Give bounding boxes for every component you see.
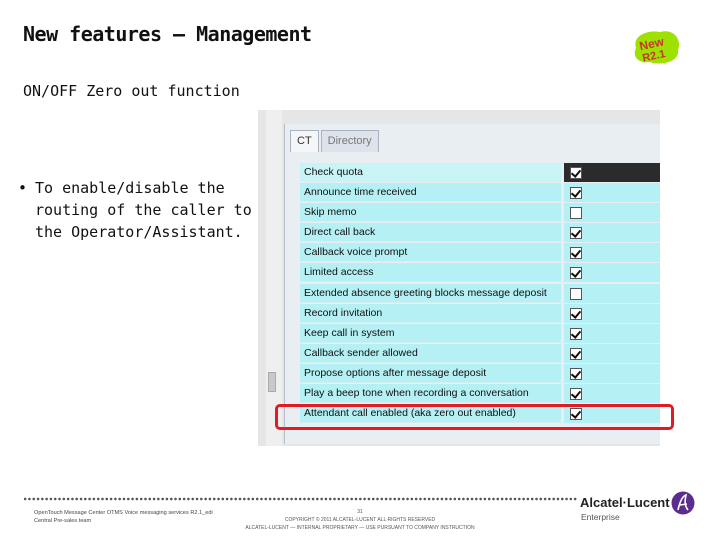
- option-label: Callback sender allowed: [300, 344, 561, 363]
- checked-checkbox[interactable]: [570, 227, 582, 239]
- option-row: [300, 183, 660, 202]
- tab-directory[interactable]: Directory: [321, 130, 379, 152]
- option-checkbox-cell: [564, 263, 660, 282]
- option-label: Callback voice prompt: [300, 243, 561, 262]
- vertical-scrollbar[interactable]: [266, 110, 282, 446]
- footer-left: [34, 509, 213, 525]
- option-checkbox-cell: [564, 344, 660, 363]
- bullet-text: To enable/disable the routing of the caller to the Operator/Assistant.: [35, 179, 252, 241]
- footer-center: [230, 508, 490, 532]
- option-row: [300, 163, 660, 182]
- option-label: Announce time received: [300, 183, 561, 202]
- bullet-item: [18, 177, 268, 243]
- option-label: Keep call in system: [300, 324, 561, 343]
- footer-divider: [23, 497, 577, 501]
- checked-checkbox[interactable]: [570, 308, 582, 320]
- unchecked-checkbox[interactable]: [570, 207, 582, 219]
- tab-bar: [290, 130, 381, 152]
- option-label: Extended absence greeting blocks message deposit: [300, 284, 561, 303]
- option-label: Record invitation: [300, 304, 561, 323]
- checked-checkbox[interactable]: [570, 388, 582, 400]
- feature-options-grid: [300, 163, 660, 424]
- option-label: Play a beep tone when recording a conversation: [300, 384, 561, 403]
- option-row: [300, 243, 660, 262]
- alcatel-lucent-logo-icon: [671, 491, 695, 515]
- option-row: [300, 284, 660, 303]
- badge-line2: R2.1: [641, 48, 667, 65]
- footer-doc-title: OpenTouch Message Center OTMS Voice messaging services R2.1_edi: [34, 510, 213, 516]
- option-checkbox-cell: [564, 203, 660, 222]
- option-checkbox-cell: [564, 183, 660, 202]
- option-checkbox-cell: [564, 243, 660, 262]
- option-label: Limited access: [300, 263, 561, 282]
- attendant-row-highlight: [275, 404, 674, 430]
- slide-title: New features – Management: [23, 22, 312, 46]
- slide-subtitle: ON/OFF Zero out function: [23, 82, 240, 100]
- page-number: 31: [357, 509, 363, 515]
- scrollbar-thumb[interactable]: [268, 372, 276, 392]
- option-checkbox-cell: [564, 304, 660, 323]
- checked-checkbox[interactable]: [570, 247, 582, 259]
- option-row: [300, 384, 660, 403]
- copyright-line2: ALCATEL-LUCENT — INTERNAL PROPRIETARY — USE PURSUANT TO COMPANY INSTRUCTION: [245, 525, 475, 531]
- option-label: Skip memo: [300, 203, 561, 222]
- option-label: Propose options after message deposit: [300, 364, 561, 383]
- option-row: [300, 364, 660, 383]
- option-checkbox-cell: [564, 163, 660, 182]
- option-checkbox-cell: [564, 324, 660, 343]
- new-r21-badge: [630, 28, 682, 66]
- checked-checkbox[interactable]: [570, 328, 582, 340]
- checked-checkbox[interactable]: [570, 348, 582, 360]
- option-label: Direct call back: [300, 223, 561, 242]
- footer-team: Central Pre-sales team: [34, 518, 92, 524]
- option-row: [300, 304, 660, 323]
- option-label: Attendant call enabled (aka zero out enabled): [300, 404, 561, 423]
- unchecked-checkbox[interactable]: [570, 288, 582, 300]
- option-checkbox-cell: [564, 384, 660, 403]
- option-row: [300, 263, 660, 282]
- option-checkbox-cell: [564, 284, 660, 303]
- option-row: [300, 203, 660, 222]
- option-row: [300, 223, 660, 242]
- company-logo-subtitle: Enterprise: [581, 512, 620, 522]
- option-checkbox-cell: [564, 364, 660, 383]
- option-checkbox-cell: [564, 223, 660, 242]
- badge-line1: New: [638, 34, 666, 54]
- settings-screenshot: [258, 110, 660, 446]
- option-row: [300, 324, 660, 343]
- checked-checkbox[interactable]: [570, 167, 582, 179]
- option-row: [300, 344, 660, 363]
- bullet-dot-icon: •: [18, 179, 28, 197]
- checked-checkbox[interactable]: [570, 187, 582, 199]
- tab-ct[interactable]: CT: [290, 130, 319, 152]
- option-label: Check quota: [300, 163, 561, 182]
- checked-checkbox[interactable]: [570, 368, 582, 380]
- checked-checkbox[interactable]: [570, 267, 582, 279]
- company-logo-text: Alcatel·Lucent: [580, 495, 670, 510]
- copyright-line1: COPYRIGHT © 2011 ALCATEL-LUCENT ALL RIGHTS RESERVED: [284, 517, 436, 523]
